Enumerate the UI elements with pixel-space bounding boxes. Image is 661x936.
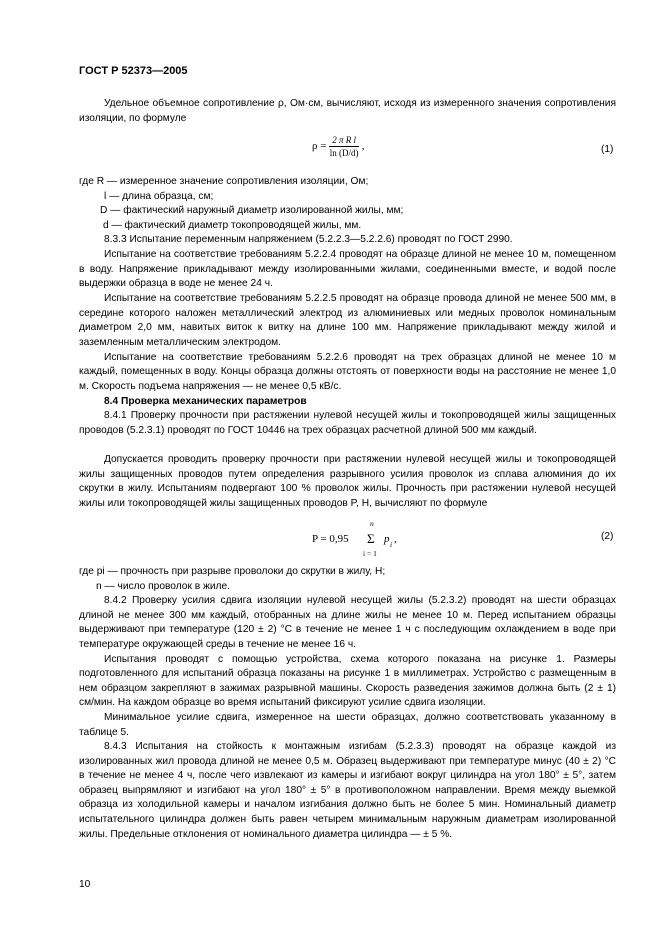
formula-2-trail: , — [394, 533, 397, 545]
formula-1-number: (1) — [601, 144, 614, 155]
where-n: n — число проволок в жиле. — [96, 580, 230, 592]
paragraph-5-2-2-4: Испытание на соответствие требованиям 5.2.2.4 проводят на образце длиной не менее 10 м, помещенном в воду. Напряжение прикладывают между изолированными жилами, соединенными вместе, и водой после выдержки образца в воде не менее 24 ч. — [79, 249, 616, 290]
formula-2 — [312, 519, 432, 565]
formula-2-subscript: i — [390, 540, 393, 549]
paragraph-8-4-2: 8.4.2 Проверку усилия сдвига изоляции нулевой несущей жилы (5.2.3.2) проводят на шести образцах длиной не менее 300 мм каждый, отобранных на длине жилы не менее 10 м. Перед испытанием образцы выдерживают при температуре (120 ± 2) °С в течение не менее 1 ч с последующим охлаждением в воде при температуре окружающей среды в течение не менее 16 ч. — [79, 595, 616, 650]
paragraph-8-4-1: 8.4.1 Проверку прочности при растяжении нулевой несущей жилы и токопроводящей жилы защищенных проводов (5.2.3.1) проводят по ГОСТ 10446 на трех образцах расчетной длиной 500 мм каждый. — [79, 410, 616, 436]
where-d: d — фактический диаметр токопроводящей жилы, мм. — [103, 219, 362, 231]
page-number: 10 — [79, 879, 91, 890]
formula-2-number: (2) — [601, 531, 614, 542]
formula-2-upper: n — [370, 519, 374, 528]
paragraph-intro: Удельное объемное сопротивление ρ, Ом·см, вычисляют, исходя из измеренного значения сопротивления изоляции, по формуле — [79, 98, 616, 124]
document-header: ГОСТ Р 52373—2005 — [79, 65, 188, 77]
formula-1-numerator: 2 π R l — [329, 135, 359, 147]
where-D: D — фактический наружный диаметр изолированной жилы, мм; — [100, 205, 404, 217]
section-heading-8-4: 8.4 Проверка механических параметров — [104, 395, 307, 407]
formula-2-lhs: P = 0,95 — [312, 533, 349, 545]
paragraph-8-4-3: 8.4.3 Испытания на стойкость к монтажным изгибам (5.2.3.3) проводят на образце каждой из изолированных жил провода длиной не менее 0,5 м. Образец выдерживают при температуре минус (40 ± 2) °С в течение не менее 4 ч, после чего извлекают из камеры и изгибают вокруг цилиндра на угол 180° ± 5°, затем образец выпрямляют и изгибают на угол 180° ± 5° в противоположном направлении. Время между выемкой образца из холодильной камеры и началом изгибания должно быть не более 5 мин. Номинальный диаметр испытательного цилиндра должен быть равен четырем минимальным наружным диаметрам изолированной жилы. Предельные отклонения от номинального диаметра цилиндра — ± 5 %. — [79, 741, 616, 840]
formula-2-term: p — [384, 533, 390, 545]
formula-2-lower: i = 1 — [363, 549, 377, 558]
where-pi: где pi — прочность при разрыве проволоки до скрутки в жилу, Н; — [79, 566, 386, 577]
paragraph-device: Испытания проводят с помощью устройства, схема которого показана на рисунке 1. Размеры подготовленного для испытаний образца показаны на рисунке 1 в миллиметрах. Устройство с размещенным в нем образцом закрепляют в зажимах разрывной машины. Скорость разведения зажимов должна быть (2 ± 1) см/мин. На каждом образце во время испытаний фиксируют усилие сдвига изоляции. — [79, 653, 616, 709]
formula-1-fraction — [329, 135, 359, 158]
where-l: l — длина образца, см; — [104, 190, 214, 202]
paragraph-8-3-3: 8.3.3 Испытание переменным напряжением (5.2.2.3—5.2.2.6) проводят по ГОСТ 2990. — [104, 234, 513, 246]
formula-2-sigma: Σ — [367, 531, 375, 546]
where-R: где R — измеренное значение сопротивления изоляции, Ом; — [79, 176, 369, 187]
paragraph-allowed: Допускается проводить проверку прочности при растяжении нулевой несущей жилы и токопроводящей жилы защищенных проводов путем определения разрывного усилия проволок из сплава алюминия до их скрутки в жилу. Испытаниям подвергают 100 % проволок жилы. Прочность при растяжении нулевой несущей жилы или токопроводящей жилы защищенных проводов P, Н, вычисляют по формуле — [79, 454, 616, 509]
paragraph-min-shear: Минимальное усилие сдвига, измеренное на шести образцах, должно соответствовать указанному в таблице 5. — [79, 712, 616, 738]
formula-1-trail: , — [361, 140, 365, 153]
paragraph-5-2-2-5: Испытание на соответствие требованиям 5.2.2.5 проводят на образце провода длиной не менее 500 мм, в середине которого наложен металлический электрод из алюминиевых или медных проволок номинальным диаметром 2,0 мм, навитых виток к витку на длине 100 мм. Напряжение прикладывают между жилой и заземленным металлическим электродом. — [79, 293, 616, 348]
formula-1 — [312, 135, 364, 158]
formula-1-lhs: ρ = — [312, 140, 327, 153]
paragraph-5-2-2-6: Испытание на соответствие требованиям 5.2.2.6 проводят на трех образцах длиной не менее 10 м каждый, помещенных в воду. Концы образца должны отстоять от поверхности воды на расстояние не менее 1,0 м. Скорость подъема напряжения — не менее 0,5 кВ/с. — [79, 351, 616, 392]
formula-1-denominator: ln (D/d) — [329, 148, 359, 158]
